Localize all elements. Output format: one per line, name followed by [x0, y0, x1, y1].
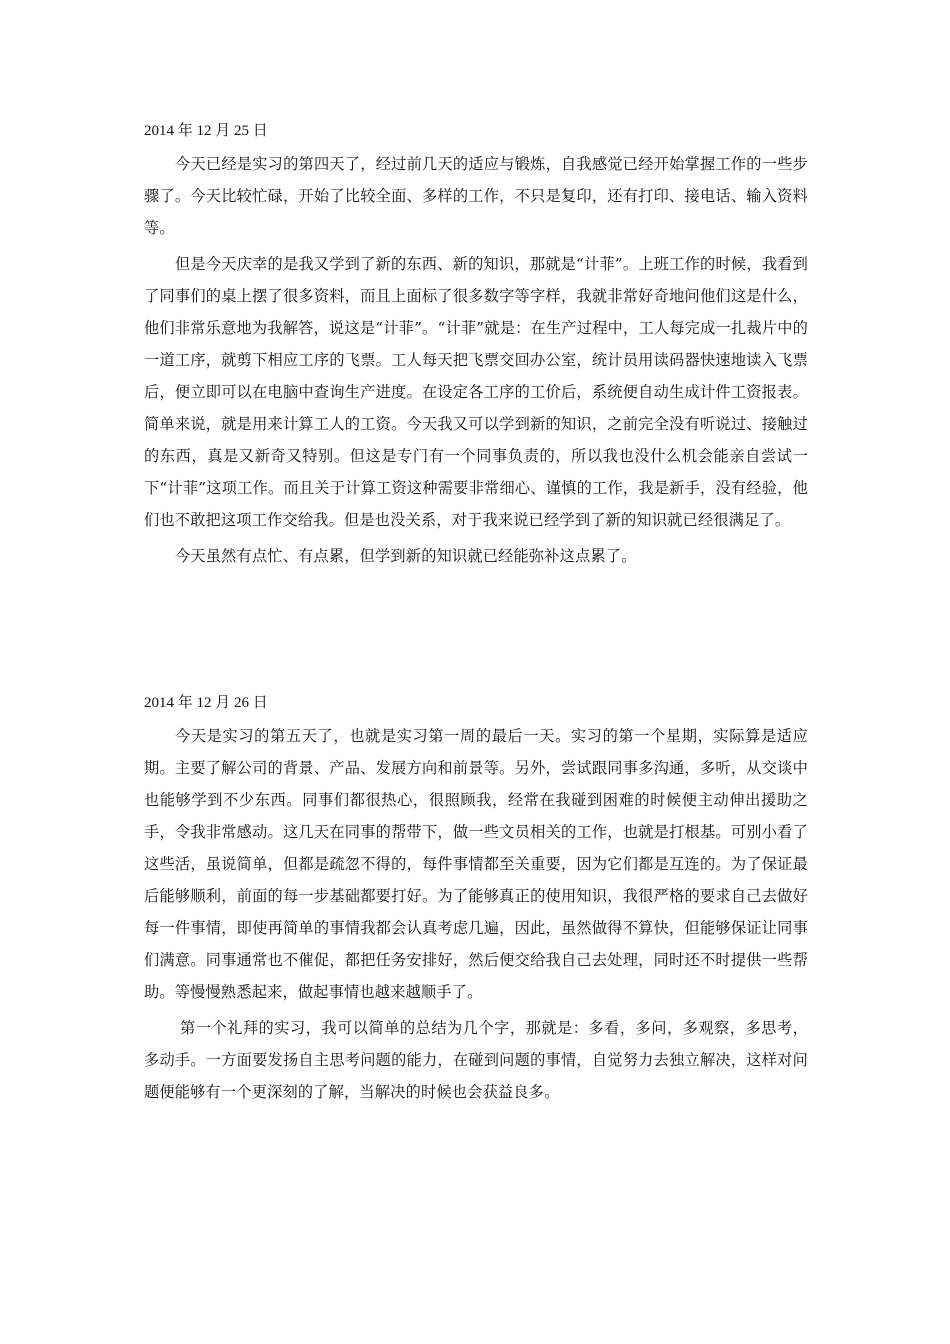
entry-date: 2014 年 12 月 25 日: [144, 123, 268, 139]
entry-paragraph: 今天虽然有点忙、有点累，但学到新的知识就已经能弥补这点累了。: [175, 547, 637, 565]
entry-paragraph: 今天已经是实习的第四天了，经过前几天的适应与锻炼，自我感觉已经开始掌握工作的一些步骤了。今天比较忙碌，开始了比较全面、多样的工作，不只是复印，还有打印、接电话、输入资料等。: [144, 155, 808, 237]
entry-paragraph: 今天是实习的第五天了，也就是实习第一周的最后一天。实习的第一个星期，实际算是适应期。主要了解公司的背景、产品、发展方向和前景等。另外，尝试跟同事多沟通，多听，从交谈中也能够学到不少东西。同事们都很热心，很照顾我，经常在我碰到困难的时候便主动伸出援助之手，令我非常感动。这几天在同事的帮带下，做一些文员相关的工作，也就是打根基。可别小看了这些活，虽说简单，但都是疏忽不得的，每件事情都至关重要，因为它们都是互连的。为了保证最后能够顺利，前面的每一步基础都要打好。为了能够真正的使用知识，我很严格的要求自己去做好每一件事情，即使再简单的事情我都会认真考虑几遍，因此，虽然做得不算快，但能够保证让同事们满意。同事通常也不催促，都把任务安排好，然后便交给我自己去处理，同时还不时提供一些帮助。等慢慢熟悉起来，做起事情也越来越顺手了。: [144, 727, 808, 1001]
diary-entry: [144, 121, 808, 576]
diary-entry: [144, 693, 808, 1112]
entry-paragraph: 但是今天庆幸的是我又学到了新的东西、新的知识，那就是“计菲”。上班工作的时候，我看到了同事们的桌上摆了很多资料，而且上面标了很多数字等字样，我就非常好奇地问他们这是什么，他们非常乐意地为我解答，说这是“计菲”。“计菲”就是：在生产过程中，工人每完成一扎裁片中的一道工序，就剪下相应工序的飞票。工人每天把飞票交回办公室，统计员用读码器快速地读入飞票后，便立即可以在电脑中查询生产进度。在设定各工序的工价后，系统便自动生成计件工资报表。简单来说，就是用来计算工人的工资。今天我又可以学到新的知识，之前完全没有听说过、接触过的东西，真是又新奇又特别。但这是专门有一个同事负责的，所以我也没什么机会能亲自尝试一下“计菲”这项工作。而且关于计算工资这种需要非常细心、谨慎的工作，我是新手，没有经验，他们也不敢把这项工作交给我。但是也没关系，对于我来说已经学到了新的知识就已经很满足了。: [144, 255, 808, 529]
entry-paragraph: 第一个礼拜的实习，我可以简单的总结为几个字，那就是：多看，多问，多观察，多思考，多动手。一方面要发扬自主思考问题的能力，在碰到问题的事情，自觉努力去独立解决，这样对问题便能够有一个更深刻的了解，当解决的时候也会获益良多。: [144, 1019, 808, 1101]
entry-date: 2014 年 12 月 26 日: [144, 695, 268, 711]
